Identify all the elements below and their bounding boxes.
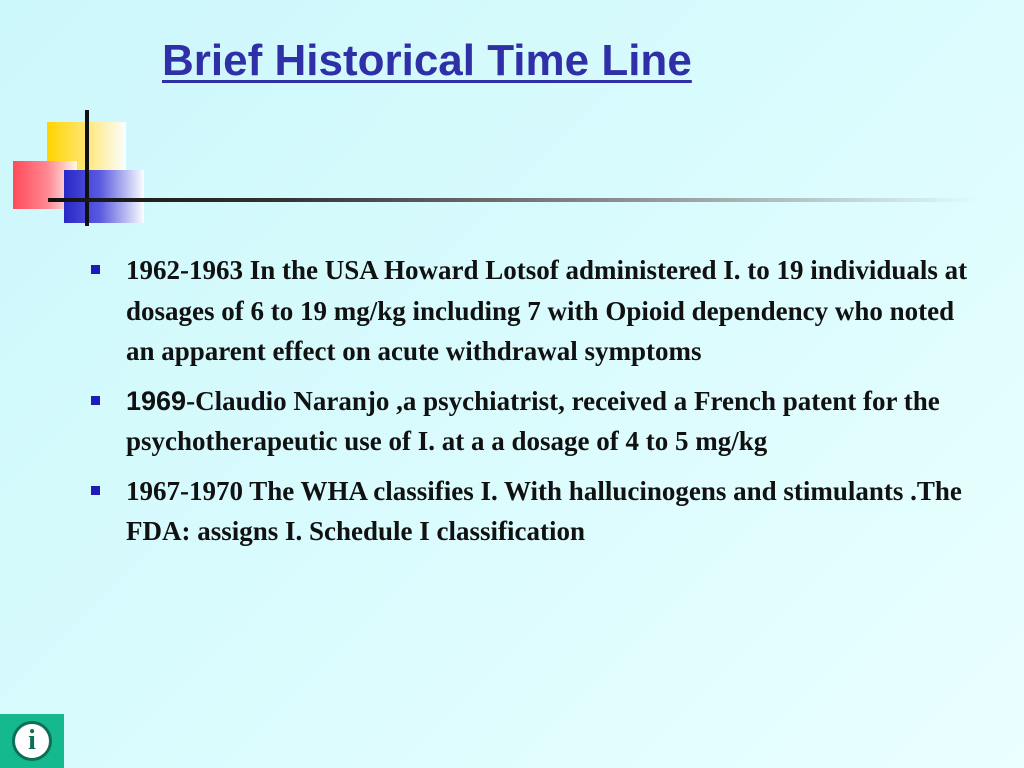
bullet-item xyxy=(88,250,968,372)
bullet-marker-icon xyxy=(91,486,100,495)
info-button[interactable] xyxy=(0,714,64,768)
slide-title: Brief Historical Time Line xyxy=(162,36,692,85)
info-icon: i xyxy=(12,721,52,761)
decoration-yellow-square xyxy=(47,122,126,170)
bullet-item xyxy=(88,381,968,462)
decoration-horizontal-rule xyxy=(48,198,978,202)
bullet-text: 1967-1970 The WHA classifies I. With hallucinogens and stimulants .The FDA: assigns I. Schedule I classification xyxy=(126,475,962,546)
bullet-item xyxy=(88,471,968,552)
bullet-year: 1969 xyxy=(126,385,187,416)
decoration-blue-square xyxy=(64,170,144,223)
bullet-marker-icon xyxy=(91,265,100,274)
bullet-list xyxy=(88,250,968,561)
bullet-text: 1962-1963 In the USA Howard Lotsof administered I. to 19 individuals at dosages of 6 to 19 mg/kg including 7 with Opioid dependency who noted an apparent effect on acute withdrawal symptoms xyxy=(126,255,968,366)
bullet-marker-icon xyxy=(91,396,100,405)
decoration-red-square xyxy=(13,161,77,209)
decoration-vertical-line xyxy=(85,110,89,226)
bullet-text: -Claudio Naranjo ,a psychiatrist, received a French patent for the psychotherapeutic use of I. at a a dosage of 4 to 5 mg/kg xyxy=(126,385,940,456)
